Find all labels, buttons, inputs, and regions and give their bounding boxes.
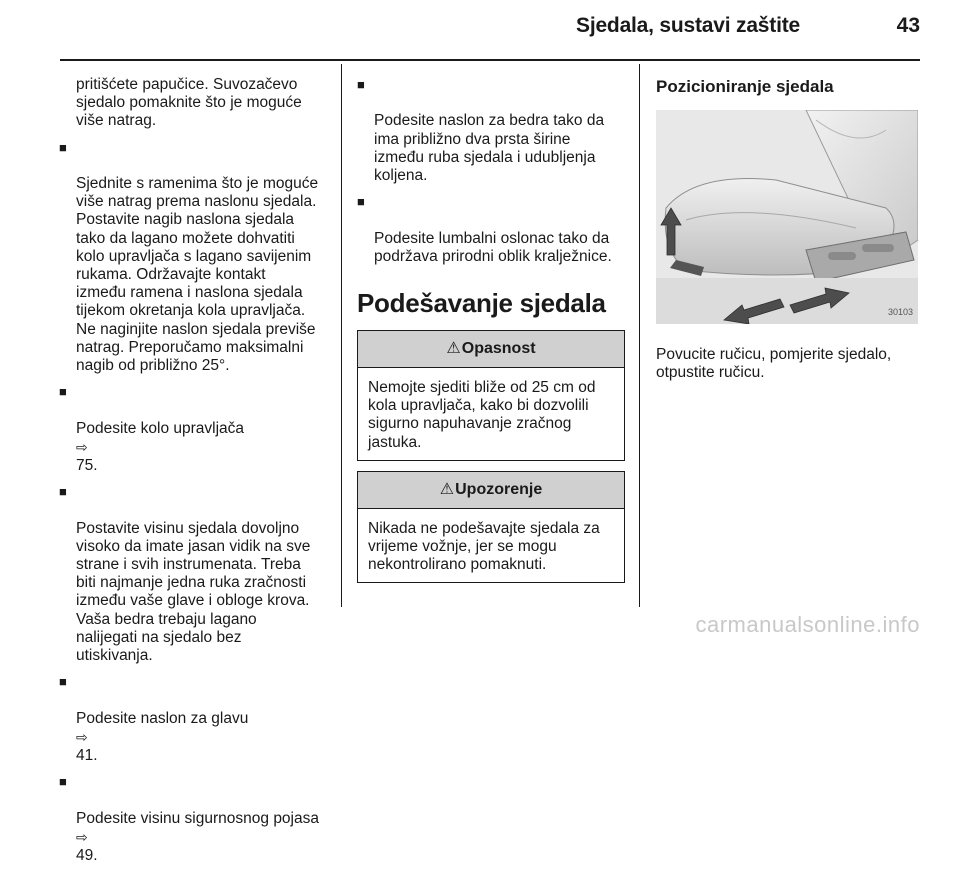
page-number: 43	[896, 14, 920, 37]
bullet-mark: ■	[59, 774, 67, 790]
bullet-text: Podesite visinu sigurnosnog pojasa	[76, 809, 319, 827]
subsection-title: Pozicioniranje sjedala	[656, 77, 834, 96]
bullet-text: Postavite visinu sjedala dovoljno visoko da imate jasan vidik na sve strane i svih instrumenata. Treba biti najmanje jedna ruka zračnosti između vaše glave i obloge krova. Vaša bedra trebaju lagano nalijegati na sjedalo bez utiskivanja.	[76, 519, 311, 665]
bullet-item	[59, 483, 335, 665]
column-divider-1	[341, 64, 342, 607]
header-rule	[60, 59, 920, 61]
continuation-text: pritišćete papučice. Suvozačevo sjedalo pomaknite što je moguće više natrag.	[76, 76, 302, 130]
warning-box-header	[358, 472, 624, 509]
bullet-text: Podesite kolo upravljača	[76, 419, 245, 437]
bullet-item	[59, 139, 335, 376]
bullet-text: Podesite naslon za bedra tako da ima približno dva prsta širine između ruba sjedala i udubljenja koljena.	[374, 112, 605, 185]
bullet-mark: ■	[357, 194, 365, 210]
section-title: Podešavanje sjedala	[357, 288, 606, 319]
bullet-item	[357, 193, 625, 266]
bullet-text: Sjednite s ramenima što je moguće više natrag prema naslonu sjedala. Postavite nagib naslona sjedala tako da lagano možete dohvatiti kolo upravljača s lagano savijenim rukama. Održavajte kontakt između ramena i naslona sjedala tijekom okretanja kola upravljača. Ne naginjite naslon sjedala previše natrag. Preporučamo maksimalni nagib od približno 25°.	[76, 175, 319, 375]
page-reference-link[interactable]: 49.	[76, 847, 98, 865]
cross-ref-arrow-icon: ⇨	[76, 828, 88, 845]
warning-triangle-icon: ⚠	[446, 340, 461, 358]
danger-box-title: Opasnost	[461, 340, 536, 358]
page-header-title: Sjedala, sustavi zaštite	[576, 14, 800, 37]
cross-ref-arrow-icon: ⇨	[76, 438, 88, 455]
warning-triangle-icon: ⚠	[439, 480, 455, 498]
bullet-mark: ■	[59, 484, 67, 500]
column-3	[656, 76, 922, 383]
bullet-item	[59, 773, 335, 865]
column-1	[59, 76, 335, 873]
bullet-item	[59, 383, 335, 475]
column-divider-2	[639, 64, 640, 607]
figure-number: 30103	[887, 307, 913, 317]
warning-box-body: Nikada ne podešavajte sjedala za vrijeme vožnje, jer se mogu nekontrolirano pomaknuti.	[368, 519, 600, 574]
page-reference-link[interactable]: 41.	[76, 747, 98, 765]
bullet-mark: ■	[59, 384, 67, 400]
bullet-mark: ■	[357, 77, 365, 92]
bullet-mark: ■	[59, 674, 67, 690]
danger-box	[357, 330, 625, 461]
cross-ref-arrow-icon: ⇨	[76, 728, 88, 745]
warning-box	[357, 471, 625, 584]
page-reference-link[interactable]: 75.	[76, 457, 98, 475]
bullet-text: Podesite lumbalni oslonac tako da podržava prirodni oblik kralježnice.	[374, 229, 612, 265]
bullet-text: Podesite naslon za glavu	[76, 709, 249, 727]
danger-box-body: Nemojte sjediti bliže od 25 cm od kola upravljača, kako bi dozvolili sigurno napuhavanje zračnog jastuka.	[368, 379, 596, 451]
bullet-item	[59, 673, 335, 765]
column-2	[357, 76, 625, 593]
warning-box-title: Upozorenje	[455, 480, 543, 498]
bullet-mark: ■	[59, 139, 67, 155]
figure-caption: Povucite ručicu, pomjerite sjedalo, otpustite ručicu.	[656, 346, 892, 382]
bullet-item	[357, 76, 625, 185]
seat-adjustment-illustration	[656, 110, 918, 324]
seat-illustration-icon	[656, 110, 918, 324]
danger-box-header	[358, 331, 624, 368]
watermark: carmanualsonline.info	[695, 612, 920, 637]
